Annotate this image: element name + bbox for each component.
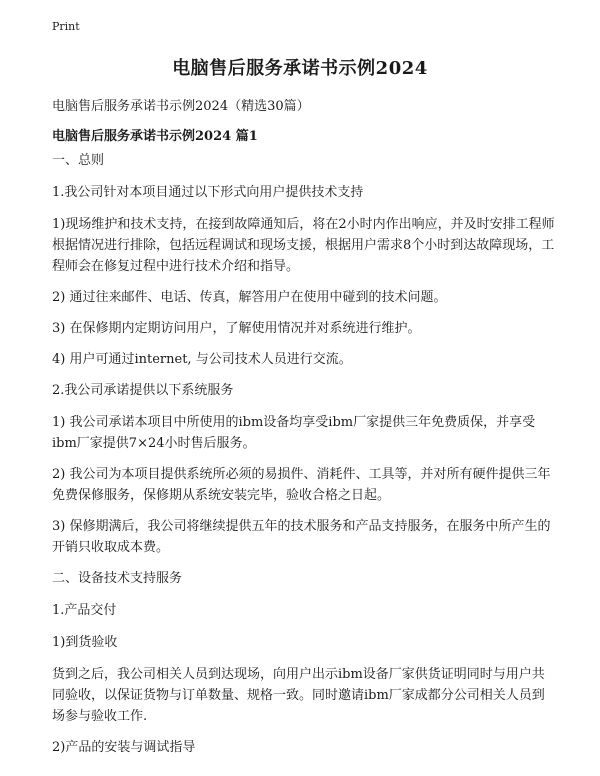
paragraph: 3) 保修期满后，我公司将继续提供五年的技术服务和产品支持服务，在服务中所产生的开销只收取成本费。 [52,519,551,555]
paragraph: 1) 我公司承诺本项目中所使用的ibm设备均享受ibm厂家提供三年免费质保，并享受ibm厂家提供7×24小时售后服务。 [52,415,536,451]
paragraph: 3) 在保修期内定期访问用户，了解使用情况并对系统进行维护。 [52,321,421,336]
paragraph: 货到之后，我公司相关人员到达现场，向用户出示ibm设备厂家供货证明同时与用户共同验收，以保证货物与订单数量、规格一致。同时邀请ibm厂家成都分公司相关人员到场参与验收工作. [52,667,545,724]
paragraph: 1)现场维护和技术支持，在接到故障通知后，将在2小时内作出响应，并及时安排工程师根据情况进行排除，包括远程调试和现场支援，根据用户需求8个小时到达故障现场，工程师会在修复过程中进行技术介绍和指导。 [52,217,555,274]
document-subtitle: 电脑售后服务承诺书示例2024（精选30篇） [52,99,310,114]
article-heading: 电脑售后服务承诺书示例2024 篇1 [52,129,258,144]
document-title: 电脑售后服务承诺书示例2024 [172,58,428,79]
paragraph: 1)到货验收 [52,635,118,650]
document-body [52,150,556,768]
paragraph: 二、设备技术支持服务 [52,571,183,586]
paragraph: 一、总则 [52,153,105,168]
paragraph: 2)产品的安装与调试指导 [52,740,196,755]
print-link[interactable]: Print [52,20,80,33]
paragraph: 2.我公司承诺提供以下系统服务 [52,383,234,398]
paragraph: 1.产品交付 [52,603,117,618]
paragraph: 2) 我公司为本项目提供系统所必须的易损件、消耗件、工具等，并对所有硬件提供三年免费保修服务，保修期从系统安装完毕，验收合格之日起。 [52,467,551,503]
paragraph: 4) 用户可通过internet, 与公司技术人员进行交流。 [52,352,352,367]
paragraph: 2) 通过往来邮件、电话、传真，解答用户在使用中碰到的技术问题。 [52,290,447,305]
paragraph: 1.我公司针对本项目通过以下形式向用户提供技术支持 [52,185,364,200]
